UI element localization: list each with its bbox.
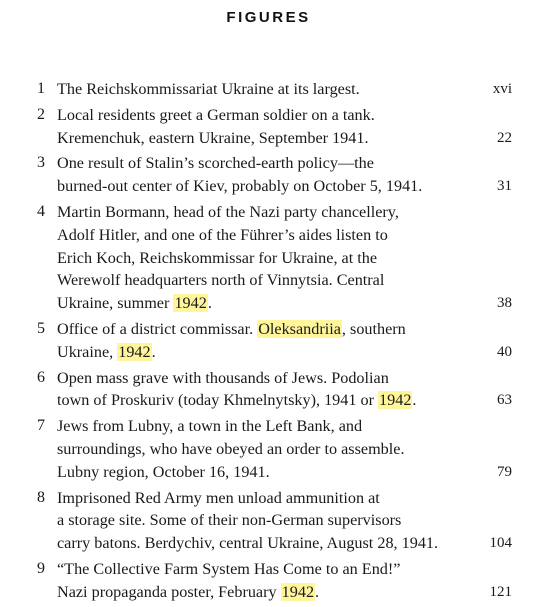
page-heading: FIGURES xyxy=(226,9,311,26)
figure-number: 5 xyxy=(37,319,45,337)
caption-line xyxy=(57,558,457,581)
caption-line xyxy=(57,224,457,247)
caption-text: . xyxy=(412,391,417,410)
figure-entry xyxy=(0,487,537,555)
caption-line xyxy=(57,509,457,532)
caption-line xyxy=(57,152,457,175)
page-number: 38 xyxy=(497,295,512,312)
caption-text: Adolf Hitler, and one of the Führer’s aides listen to xyxy=(57,225,388,244)
caption-text: a storage site. Some of their non-German supervisors xyxy=(57,511,402,530)
figure-caption xyxy=(57,367,457,413)
highlighted-text: Oleksandriia xyxy=(258,319,341,338)
page-number: xvi xyxy=(492,81,512,97)
caption-line xyxy=(57,175,457,198)
figure-number: 2 xyxy=(37,105,45,123)
highlighted-text: 1942 xyxy=(281,582,315,601)
figure-entry xyxy=(0,152,537,198)
caption-line xyxy=(57,269,457,292)
figure-caption xyxy=(57,487,457,555)
figure-caption xyxy=(57,104,457,150)
figure-entry xyxy=(0,201,537,315)
caption-line xyxy=(57,389,457,412)
caption-line xyxy=(57,487,457,510)
caption-text: . xyxy=(207,294,212,313)
caption-text: Imprisoned Red Army men unload ammunition at xyxy=(57,488,380,507)
figure-caption xyxy=(57,318,457,364)
caption-line xyxy=(57,318,457,341)
caption-line xyxy=(57,104,457,127)
caption-line xyxy=(57,438,457,461)
figure-caption xyxy=(57,78,457,101)
figure-number: 8 xyxy=(37,488,45,506)
caption-text: The Reichskommissariat Ukraine at its largest. xyxy=(57,80,360,98)
figure-caption xyxy=(57,558,457,604)
caption-text: burned-out center of Kiev, probably on October 5, 1941. xyxy=(57,177,423,196)
caption-line xyxy=(57,532,457,555)
caption-text: Jews from Lubny, a town in the Left Bank, and xyxy=(57,417,363,436)
caption-text: Werewolf headquarters north of Vinnytsia. Central xyxy=(57,271,385,290)
page-number: 121 xyxy=(489,583,512,600)
caption-text: . xyxy=(315,582,320,601)
caption-text: One result of Stalin’s scorched-earth policy—the xyxy=(57,154,374,173)
page-number: 31 xyxy=(497,178,512,195)
caption-text: Open mass grave with thousands of Jews. Podolian xyxy=(57,368,389,387)
caption-text: town of Proskuriv (today Khmelnytsky), 1941 or xyxy=(57,391,379,410)
highlighted-text: 1942 xyxy=(118,342,151,361)
caption-line xyxy=(57,247,457,270)
caption-text: Ukraine, summer xyxy=(57,294,174,313)
caption-text: “The Collective Farm System Has Come to an End!” xyxy=(57,559,401,578)
caption-line xyxy=(57,78,457,101)
figure-caption xyxy=(57,152,457,198)
figure-number: 9 xyxy=(37,559,45,577)
caption-line xyxy=(57,461,457,484)
page-number: 63 xyxy=(497,392,512,409)
caption-text: . xyxy=(151,342,156,361)
caption-text: surroundings, who have obeyed an order to assemble. xyxy=(57,439,405,458)
caption-line xyxy=(57,292,457,315)
figure-caption xyxy=(57,415,457,483)
figure-number: 3 xyxy=(37,154,45,172)
figure-number: 4 xyxy=(37,202,45,220)
caption-text: Ukraine, xyxy=(57,342,118,361)
caption-line xyxy=(57,341,457,364)
caption-text: Local residents greet a German soldier on a tank. xyxy=(57,105,375,124)
figure-entry xyxy=(0,78,537,101)
caption-text: Kremenchuk, eastern Ukraine, September 1941. xyxy=(57,128,369,147)
figure-number: 7 xyxy=(37,417,45,435)
caption-line xyxy=(57,201,457,224)
page-number: 79 xyxy=(497,463,512,480)
figure-entry xyxy=(0,104,537,150)
caption-line xyxy=(57,581,457,604)
caption-text: Martin Bormann, head of the Nazi party chancellery, xyxy=(57,202,399,221)
figure-list xyxy=(0,78,537,607)
page-number: 22 xyxy=(497,129,512,146)
page-number: 104 xyxy=(489,535,512,552)
highlighted-text: 1942 xyxy=(174,294,207,313)
figure-number: 6 xyxy=(37,368,45,386)
caption-line xyxy=(57,367,457,390)
caption-text: carry batons. Berdychiv, central Ukraine, August 28, 1941. xyxy=(57,534,439,553)
caption-text: Erich Koch, Reichskommissar for Ukraine, at the xyxy=(57,248,378,267)
caption-line xyxy=(57,415,457,438)
highlighted-text: 1942 xyxy=(379,391,412,410)
figure-number: 1 xyxy=(37,80,45,97)
figure-entry xyxy=(0,318,537,364)
figure-caption xyxy=(57,201,457,315)
caption-text: , southern xyxy=(341,319,406,338)
figure-entry xyxy=(0,415,537,483)
caption-text: Nazi propaganda poster, February xyxy=(57,582,281,601)
caption-text: Office of a district commissar. xyxy=(57,319,258,338)
caption-line xyxy=(57,127,457,150)
caption-text: Lubny region, October 16, 1941. xyxy=(57,462,270,481)
figure-entry xyxy=(0,558,537,604)
figure-entry xyxy=(0,367,537,413)
page-number: 40 xyxy=(497,343,512,360)
